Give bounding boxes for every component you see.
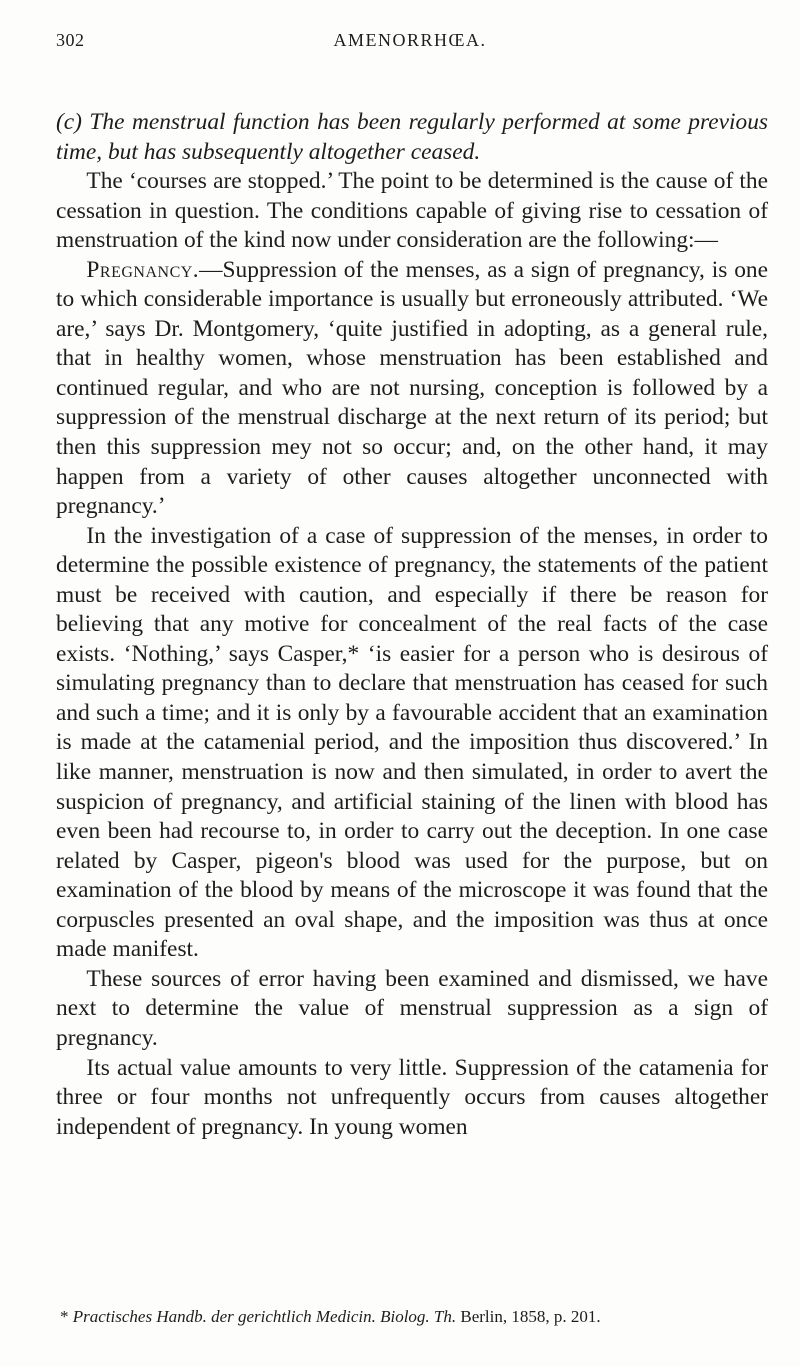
footnote-marker: *	[60, 1307, 73, 1326]
body-text	[56, 108, 768, 1142]
footnote-citation: Berlin, 1858, p. 201.	[456, 1307, 601, 1326]
page-number: 302	[56, 30, 85, 50]
paragraph: Its actual value amounts to very little. Suppression of the catamenia for three or four months not unfrequently occurs from causes altogether independent of pregnancy. In young women	[56, 1054, 768, 1140]
section-heading: (c) The menstrual function has been regularly performed at some previous time, but has subsequently altogether ceased.	[56, 109, 768, 165]
paragraph: The ‘courses are stopped.’ The point to be determined is the cause of the cessation in question. The conditions capable of giving rise to cessation of menstruation of the kind now under consideration are the following:—	[56, 168, 768, 254]
running-head	[56, 30, 764, 58]
footnote-title: Practisches Handb. der gerichtlich Medicin. Biolog. Th.	[72, 1307, 457, 1326]
run-in-heading: Pregnancy.	[86, 256, 200, 283]
footnote	[60, 1306, 780, 1328]
running-title: AMENORRHŒA.	[333, 30, 487, 50]
paragraph-pregnancy	[56, 256, 768, 522]
paragraph: In the investigation of a case of suppression of the menses, in order to determine the possible existence of pregnancy, the statements of the patient must be received with caution, and especially if there be reason for believing that any motive for concealment of the real facts of the case exists. ‘Nothing,’ says Casper,* ‘is easier for a person who is desirous of simulating pregnancy than to declare that menstruation has ceased for such and such a time; and it is only by a favourable accident that an examination is made at the catamenial period, and the imposition thus discovered.’ In like manner, menstruation is now and then simulated, in order to avert the suspicion of pregnancy, and artificial staining of the linen with blood has even been had recourse to, in order to carry out the deception. In one case related by Casper, pigeon's blood was used for the purpose, but on examination of the blood by means of the microscope it was found that the corpuscles presented an oval shape, and the imposition was thus at once made manifest.	[56, 522, 768, 963]
paragraph: These sources of error having been examined and dismissed, we have next to determine the value of menstrual suppression as a sign of pregnancy.	[56, 965, 768, 1051]
paragraph-text: —Suppression of the menses, as a sign of pregnancy, is one to which considerable importance is usually but erroneously attributed. ‘We are,’ says Dr. Montgomery, ‘quite justified in adopting, as a general rule, that in healthy women, whose menstruation has been established and continued regular, and who are not nursing, conception is followed by a suppression of the menstrual discharge at the next return of its period; but then this suppression mey not so occur; and, on the other hand, it may happen from a variety of other causes altogether unconnected with pregnancy.’	[56, 256, 768, 520]
